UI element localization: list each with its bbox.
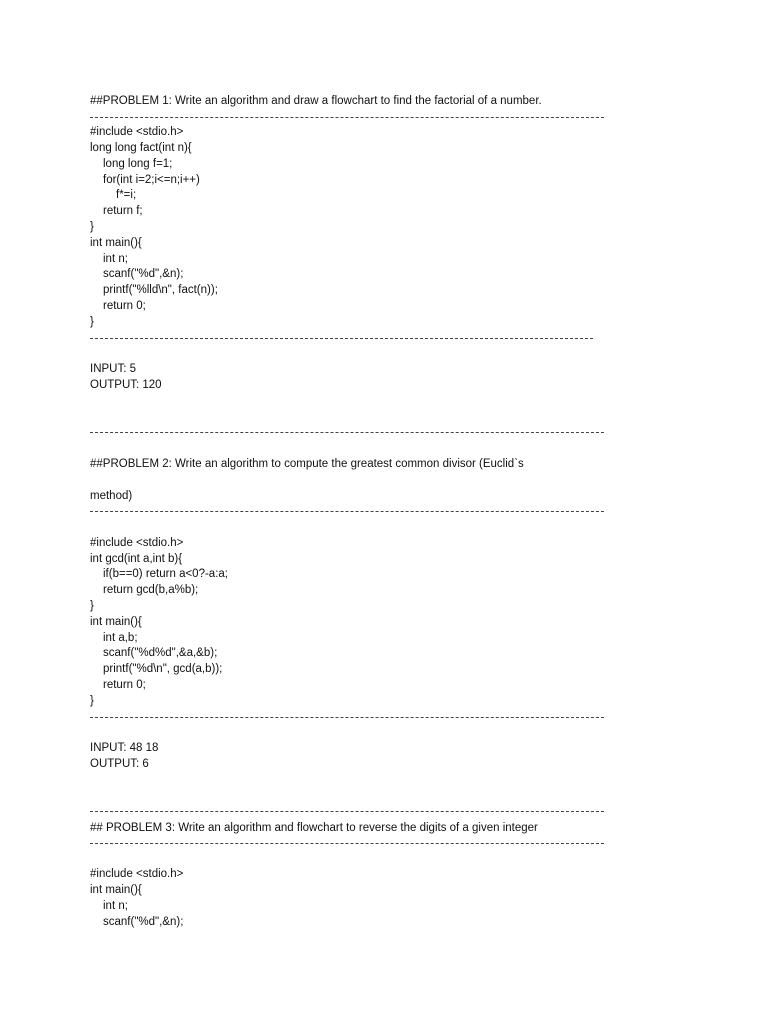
separator-line	[90, 511, 604, 512]
code-line: }	[90, 600, 94, 612]
code-line: int n;	[103, 253, 128, 265]
code-line: }	[90, 221, 94, 233]
problem-2-heading: ##PROBLEM 2: Write an algorithm to compute the greatest common divisor (Euclid`s	[90, 458, 524, 470]
code-line: scanf("%d%d",&a,&b);	[103, 647, 218, 659]
code-line: long long fact(int n){	[90, 142, 192, 154]
code-line: int n;	[103, 900, 128, 912]
problem-1-heading: ##PROBLEM 1: Write an algorithm and draw a flowchart to find the factorial of a number.	[90, 95, 542, 107]
separator-line	[90, 117, 604, 118]
code-line: printf("%lld\n", fact(n));	[103, 284, 218, 296]
problem-3-heading: ## PROBLEM 3: Write an algorithm and flowchart to reverse the digits of a given integer	[90, 822, 538, 834]
problem-1-output: OUTPUT: 120	[90, 379, 162, 391]
code-line: return 0;	[103, 300, 146, 312]
code-line: printf("%d\n", gcd(a,b));	[103, 663, 223, 675]
code-line: long long f=1;	[103, 158, 173, 170]
separator-line	[90, 717, 604, 718]
code-line: return gcd(b,a%b);	[103, 584, 199, 596]
separator-line	[90, 338, 593, 339]
problem-2-heading-continued: method)	[90, 490, 133, 502]
problem-2-input: INPUT: 48 18	[90, 742, 159, 754]
code-line: int main(){	[90, 616, 142, 628]
code-line: #include <stdio.h>	[90, 868, 184, 880]
separator-line	[90, 843, 604, 844]
code-line: int main(){	[90, 884, 142, 896]
code-line: #include <stdio.h>	[90, 537, 184, 549]
code-line: f*=i;	[116, 189, 137, 201]
separator-line	[90, 811, 604, 812]
code-line: for(int i=2;i<=n;i++)	[103, 174, 200, 186]
code-line: }	[90, 695, 94, 707]
separator-line	[90, 432, 604, 433]
problem-1-input: INPUT: 5	[90, 363, 137, 375]
code-line: scanf("%d",&n);	[103, 268, 184, 280]
code-line: scanf("%d",&n);	[103, 916, 184, 928]
code-line: int main(){	[90, 237, 142, 249]
code-line: }	[90, 316, 94, 328]
code-line: return 0;	[103, 679, 146, 691]
code-line: int gcd(int a,int b){	[90, 553, 183, 565]
code-line: if(b==0) return a<0?-a:a;	[103, 568, 228, 580]
problem-2-output: OUTPUT: 6	[90, 758, 149, 770]
code-line: int a,b;	[103, 632, 138, 644]
code-line: #include <stdio.h>	[90, 126, 184, 138]
code-line: return f;	[103, 205, 143, 217]
